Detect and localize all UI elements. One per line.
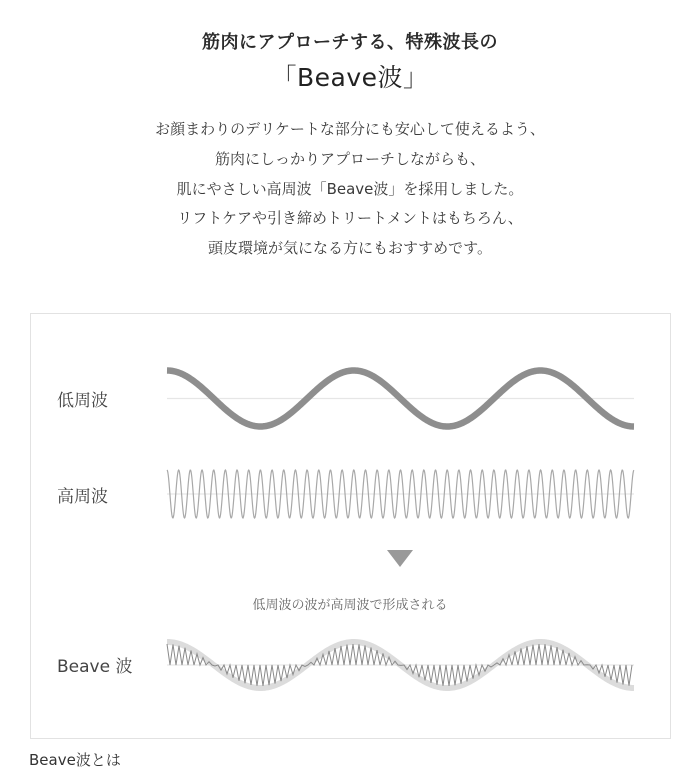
low-frequency-label: 低周波 — [57, 391, 108, 411]
section-title-product: 「Beave波」 — [271, 63, 429, 92]
intro-line: 肌にやさしい高周波「Beave波」を採用しました。 — [176, 179, 524, 198]
diagram-caption: 低周波の波が高周波で形成される — [252, 598, 448, 613]
intro-line: 筋肉にしっかりアプローチしながらも、 — [214, 149, 485, 168]
high-frequency-label: 高周波 — [57, 487, 108, 507]
intro-line: リフトケアや引き締めトリートメントはもちろん、 — [177, 209, 523, 228]
beave-wave-heading: Beave波とは — [29, 751, 121, 769]
intro-line: お顔まわりのデリケートな部分にも安心して使えるよう、 — [155, 120, 545, 138]
triangle-down-icon — [387, 550, 413, 567]
section-title: 筋肉にアプローチする、特殊波長の — [202, 32, 498, 53]
intro-line: 頭皮環境が気になる方にもおすすめです。 — [208, 239, 492, 258]
beave-wave-label: Beave 波 — [57, 657, 133, 677]
